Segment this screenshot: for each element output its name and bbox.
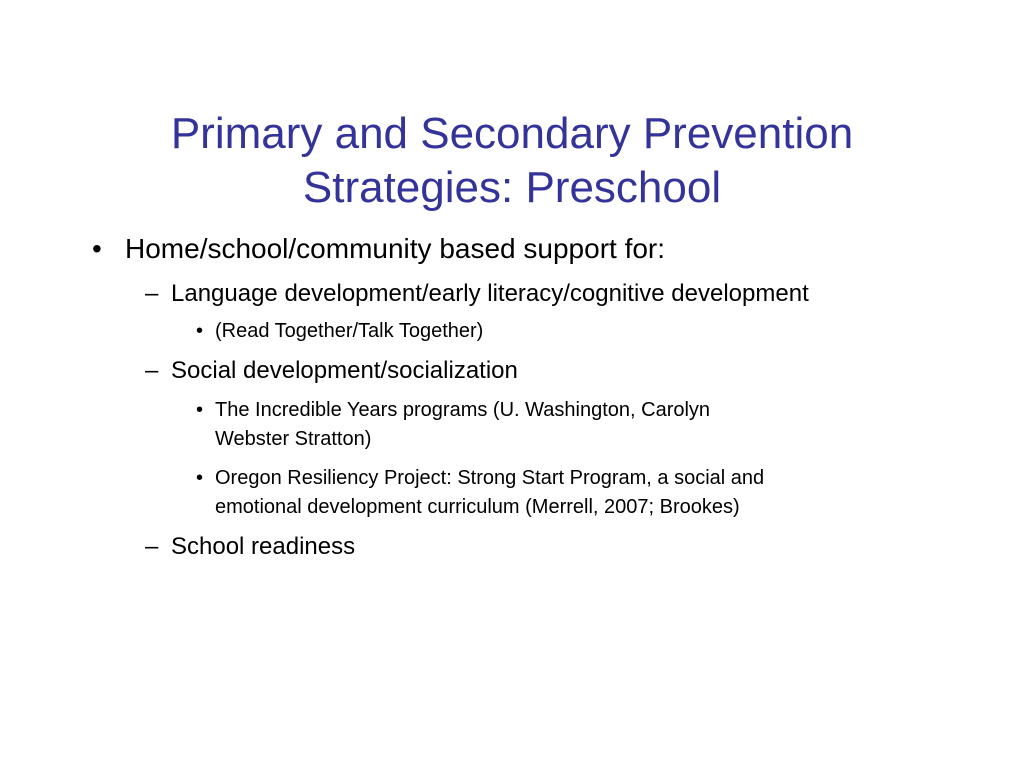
slide-title-line-1: Primary and Secondary Prevention — [170, 109, 854, 159]
bullet-marker: • — [196, 467, 204, 489]
bullet-marker: • — [92, 233, 102, 264]
dash-marker: – — [145, 280, 159, 307]
sub-sub-item-text-line-1: The Incredible Years programs (U. Washington, Carolyn — [215, 399, 711, 421]
dash-marker: – — [145, 533, 159, 560]
slide-title-line-2: Strategies: Preschool — [302, 163, 722, 213]
slide-title — [60, 107, 964, 215]
sub-sub-item-text-line-2: emotional development curriculum (Merrell, 2007; Brookes) — [215, 496, 740, 518]
dash-marker: – — [145, 357, 159, 384]
sub-sub-item-text: (Read Together/Talk Together) — [215, 320, 484, 342]
bullet-marker: • — [196, 320, 204, 342]
sub-sub-item-text-line-2: Webster Stratton) — [215, 428, 372, 450]
sub-sub-item-text-line-1: Oregon Resiliency Project: Strong Start Program, a social and — [215, 467, 765, 489]
bullet-text: Home/school/community based support for: — [125, 233, 666, 264]
sub-item-text: School readiness — [171, 533, 356, 560]
sub-item-text: Social development/socialization — [171, 357, 518, 384]
bullet-marker: • — [196, 399, 204, 421]
sub-item-text: Language development/early literacy/cognitive development — [171, 280, 809, 307]
